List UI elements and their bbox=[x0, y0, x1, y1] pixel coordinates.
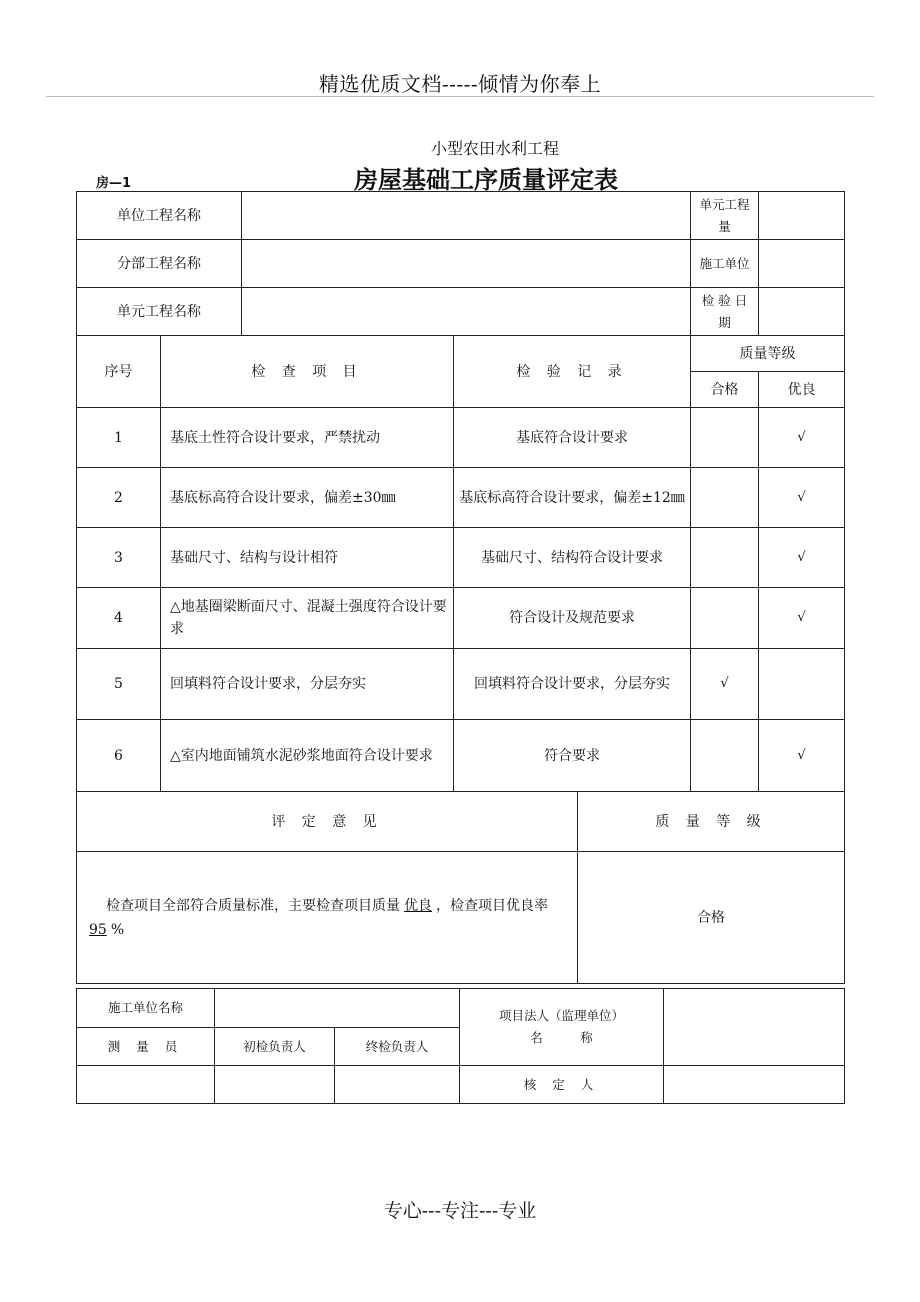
row-record: 回填料符合设计要求，分层夯实 bbox=[454, 649, 691, 720]
approver-label: 核 定 人 bbox=[460, 1066, 664, 1104]
opinion-text-part1: 检查项目全部符合质量标准，主要检查项目质量 bbox=[106, 897, 400, 914]
row-pass-mark[interactable]: √ bbox=[691, 649, 759, 720]
evaluation-opinion-text bbox=[77, 852, 578, 984]
row-item: 基底标高符合设计要求，偏差±30㎜ bbox=[161, 468, 454, 528]
sub-project-name-label: 分部工程名称 bbox=[77, 240, 242, 288]
unit-quantity-field[interactable] bbox=[759, 192, 845, 240]
row-excellent-mark[interactable]: √ bbox=[759, 720, 845, 792]
row-pass-mark[interactable] bbox=[691, 408, 759, 468]
row-pass-mark[interactable] bbox=[691, 528, 759, 588]
row-record: 符合要求 bbox=[454, 720, 691, 792]
unit-project-name-field[interactable] bbox=[242, 192, 691, 240]
final-inspector-label: 终检负责人 bbox=[335, 1028, 460, 1066]
row-seq: 4 bbox=[77, 588, 161, 649]
sub-project-name-field[interactable] bbox=[242, 240, 691, 288]
construction-unit-field[interactable] bbox=[759, 240, 845, 288]
row-item: △地基圈梁断面尺寸、混凝土强度符合设计要求 bbox=[161, 588, 454, 649]
row-record: 符合设计及规范要求 bbox=[454, 588, 691, 649]
approver-field[interactable] bbox=[664, 1066, 845, 1104]
project-owner-label-line2: 名 称 bbox=[530, 1030, 593, 1045]
column-header-pass: 合格 bbox=[691, 372, 759, 408]
row-excellent-mark[interactable]: √ bbox=[759, 588, 845, 649]
excellent-rate-value[interactable]: 95 bbox=[89, 921, 107, 938]
main-item-quality-value[interactable]: 优良 bbox=[404, 897, 432, 914]
initial-inspector-signature[interactable] bbox=[215, 1066, 335, 1104]
form-title: 房屋基础工序质量评定表 bbox=[354, 166, 618, 194]
row-seq: 2 bbox=[77, 468, 161, 528]
initial-inspector-label: 初检负责人 bbox=[215, 1028, 335, 1066]
row-record: 基底符合设计要求 bbox=[454, 408, 691, 468]
page-footer: 专心---专注---专业 bbox=[383, 1200, 537, 1222]
project-owner-label bbox=[460, 989, 664, 1066]
quality-grade-label: 质 量 等 级 bbox=[578, 792, 845, 852]
project-owner-field[interactable] bbox=[664, 989, 845, 1066]
row-excellent-mark[interactable]: √ bbox=[759, 468, 845, 528]
table-row bbox=[77, 528, 845, 588]
row-item: 回填料符合设计要求，分层夯实 bbox=[161, 649, 454, 720]
row-seq: 6 bbox=[77, 720, 161, 792]
unit-project-name-label: 单位工程名称 bbox=[77, 192, 242, 240]
row-item: △室内地面铺筑水泥砂浆地面符合设计要求 bbox=[161, 720, 454, 792]
table-row bbox=[77, 649, 845, 720]
inspection-date-label: 检 验 日 期 bbox=[691, 288, 759, 336]
element-project-name-label: 单元工程名称 bbox=[77, 288, 242, 336]
quality-grade-value[interactable]: 合格 bbox=[578, 852, 845, 984]
column-header-grade: 质量等级 bbox=[691, 336, 845, 372]
form-code: 房—1 bbox=[96, 176, 132, 191]
row-excellent-mark[interactable]: √ bbox=[759, 408, 845, 468]
form-subtitle: 小型农田水利工程 bbox=[430, 139, 559, 158]
project-owner-label-line1: 项目法人（监理单位） bbox=[498, 1008, 624, 1023]
construction-unit-name-label: 施工单位名称 bbox=[77, 989, 215, 1028]
inspection-date-field[interactable] bbox=[759, 288, 845, 336]
evaluation-opinion-label: 评 定 意 见 bbox=[77, 792, 578, 852]
row-pass-mark[interactable] bbox=[691, 720, 759, 792]
row-pass-mark[interactable] bbox=[691, 588, 759, 649]
row-record: 基础尺寸、结构符合设计要求 bbox=[454, 528, 691, 588]
opinion-text-part2: ，检查项目优良率 bbox=[436, 897, 548, 914]
unit-quantity-label: 单元工程量 bbox=[691, 192, 759, 240]
quality-assessment-table bbox=[76, 191, 845, 984]
table-row bbox=[77, 468, 845, 528]
element-project-name-field[interactable] bbox=[242, 288, 691, 336]
row-item: 基础尺寸、结构与设计相符 bbox=[161, 528, 454, 588]
row-excellent-mark[interactable]: √ bbox=[759, 528, 845, 588]
final-inspector-signature[interactable] bbox=[335, 1066, 460, 1104]
table-row bbox=[77, 588, 845, 649]
column-header-item: 检 查 项 目 bbox=[161, 336, 454, 408]
column-header-record: 检 验 记 录 bbox=[454, 336, 691, 408]
row-seq: 1 bbox=[77, 408, 161, 468]
row-excellent-mark[interactable] bbox=[759, 649, 845, 720]
column-header-seq: 序号 bbox=[77, 336, 161, 408]
row-seq: 3 bbox=[77, 528, 161, 588]
row-seq: 5 bbox=[77, 649, 161, 720]
table-row bbox=[77, 720, 845, 792]
surveyor-label: 测 量 员 bbox=[77, 1028, 215, 1066]
percent-sign: % bbox=[110, 921, 125, 938]
column-header-excellent: 优良 bbox=[759, 372, 845, 408]
table-row bbox=[77, 408, 845, 468]
construction-unit-name-field[interactable] bbox=[215, 989, 460, 1028]
header-divider bbox=[46, 96, 874, 97]
row-item: 基底土性符合设计要求，严禁扰动 bbox=[161, 408, 454, 468]
surveyor-signature[interactable] bbox=[77, 1066, 215, 1104]
signature-table bbox=[76, 988, 845, 1104]
row-record: 基底标高符合设计要求，偏差±12㎜ bbox=[454, 468, 691, 528]
construction-unit-label: 施工单位 bbox=[691, 240, 759, 288]
page-header: 精选优质文档-----倾情为你奉上 bbox=[318, 72, 602, 96]
row-pass-mark[interactable] bbox=[691, 468, 759, 528]
